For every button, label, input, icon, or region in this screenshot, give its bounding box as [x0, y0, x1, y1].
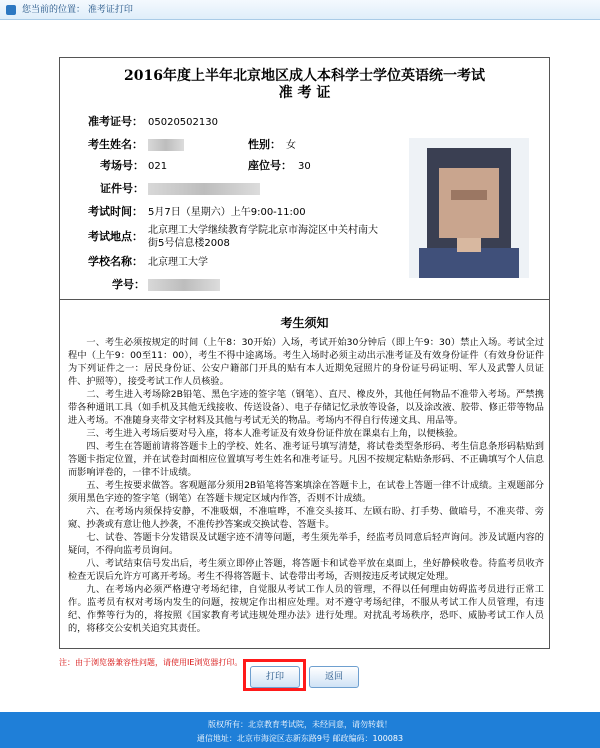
notice-item: 八、考试结束信号发出后，考生须立即停止答题，将答题卡和试卷平放在桌面上，坐好静候收卷。待监考员收齐检查无误后允许方可离开考场。考生不得将答题卡、试卷带出考场，否则按违反考试规定处理。: [68, 558, 544, 582]
notice-body: [68, 336, 544, 635]
candidate-photo: [409, 138, 529, 278]
room-label: 考场号：: [100, 159, 144, 172]
notice-item: 一、考生必须按规定的时间（上午8：30开始）入场，考试开始30分钟后（即上午9：30）禁止入场。考试全过程中（上午9：00至11：00），考生不得中途离场。考生入场时必须主动出示准考证及有效身份证件（有效身份证件为下列证件之一：居民身份证、公安户籍部门开具的贴有本人近期免冠照片的身份证号码证明、军人及武警人员证件、护照等），接受考试工作人员核验。: [68, 337, 544, 387]
notice-item: 七、试卷、答题卡分发错误及试题字迹不清等问题，考生须先举手，经监考员同意后轻声询问。涉及试题内容的疑问，不得向监考员询问。: [68, 532, 544, 556]
footer: [0, 712, 600, 748]
breadcrumb-label: 您当前的位置：: [22, 5, 86, 15]
seat-label: 座位号：: [248, 159, 292, 172]
name-label: 考生姓名：: [88, 138, 143, 151]
time-label: 考试时间：: [88, 205, 143, 218]
student-no-label: 学号：: [112, 278, 145, 291]
notice-item: 四、考生在答题前请将答题卡上的学校、姓名、准考证号填写清楚，将试卷类型条形码、考生信息条形码粘贴到答题卡指定位置，并在试卷封面相应位置填写考生姓名和准考证号。凡因不按规定粘贴条形码、不正确填写个人信息而影响评卷的，一律不计成绩。: [68, 441, 544, 478]
name-redacted: [148, 139, 184, 151]
school-value: 北京理工大学: [148, 257, 208, 268]
gender-value: 女: [286, 140, 296, 151]
ticket-title: 2016年度上半年北京地区成人本科学士学位英语统一考试: [124, 68, 485, 84]
footer-address: 通信地址：北京市海淀区志新东路9号 邮政编码：100083: [196, 734, 404, 743]
browser-warning: 注：由于浏览器兼容性问题，请使用IE浏览器打印。: [59, 658, 243, 667]
seat-value: 30: [298, 161, 311, 172]
notice-item: 五、考生按要求做答。客观题部分须用2B铅笔将答案填涂在答题卡上，在试卷上答题一律不计成绩。主观题部分须用黑色字迹的签字笔（钢笔）在答题卡规定区域内作答，否则不计成绩。: [68, 480, 544, 504]
place-value-line2: 街5号信息楼2008: [148, 238, 230, 249]
place-label: 考试地点：: [88, 230, 143, 243]
notice-item: 九、在考场内必须严格遵守考场纪律，自觉服从考试工作人员的管理，不得以任何理由妨碍监考员进行正常工作。监考员有权对考场内发生的问题，按规定作出相应处理。对不遵守考场纪律，不服从考试工作人员管理，有违纪、作弊等行为的，将按照《国家教育考试违规处理办法》进行处理。对扰乱考场秩序，恐吓、威胁考试工作人员的，将移交公安机关追究其责任。: [68, 584, 544, 634]
section-divider: [60, 299, 549, 300]
back-button[interactable]: 返回: [309, 666, 359, 688]
breadcrumb: [22, 0, 133, 20]
notice-item: 六、在考场内须保持安静，不准吸烟，不准喧哗，不准交头接耳、左顾右盼、打手势、做暗号，不准夹带、旁窥、抄袭或有意让他人抄袭，不准传抄答案或交换试卷、答题卡。: [68, 506, 544, 530]
time-value: 5月7日（星期六）上午9:00-11:00: [148, 207, 306, 218]
notice-item: 二、考生进入考场除2B铅笔、黑色字迹的签字笔（钢笔）、直尺、橡皮外，其他任何物品不准带入考场。严禁携带各种通讯工具（如手机及其他无线接收、传送设备）、电子存储记忆录放等设备，以及涂改液、胶带、修正带等物品进入考场。不准随身夹带文字材料及其他与考试无关的物品。考场内不得自行传递文具、用品等。: [68, 389, 544, 426]
footer-copyright: 版权所有：北京教育考试院，未经同意，请勿转载！: [208, 720, 392, 729]
top-breadcrumb-bar: [0, 0, 600, 20]
gender-label: 性别：: [248, 138, 281, 151]
room-value: 021: [148, 161, 168, 172]
notice-item: 三、考生进入考场后要对号入座，将本人准考证及有效身份证件放在课桌右上角，以便核验。: [86, 428, 464, 439]
breadcrumb-page: 准考证打印: [87, 5, 133, 15]
admission-ticket: [59, 57, 550, 649]
print-button[interactable]: 打印: [250, 666, 300, 688]
id-label: 证件号：: [100, 182, 144, 195]
ticket-no-value: 05020502130: [148, 117, 218, 128]
home-icon: [6, 5, 16, 15]
id-redacted: [148, 183, 260, 195]
place-value-line1: 北京理工大学继续教育学院北京市海淀区中关村南大: [148, 225, 378, 236]
notice-title: 考生须知: [280, 316, 329, 330]
ticket-subtitle: 准 考 证: [278, 85, 331, 101]
school-label: 学校名称：: [88, 255, 143, 268]
ticket-no-label: 准考证号：: [88, 115, 143, 128]
student-no-redacted: [148, 279, 220, 291]
